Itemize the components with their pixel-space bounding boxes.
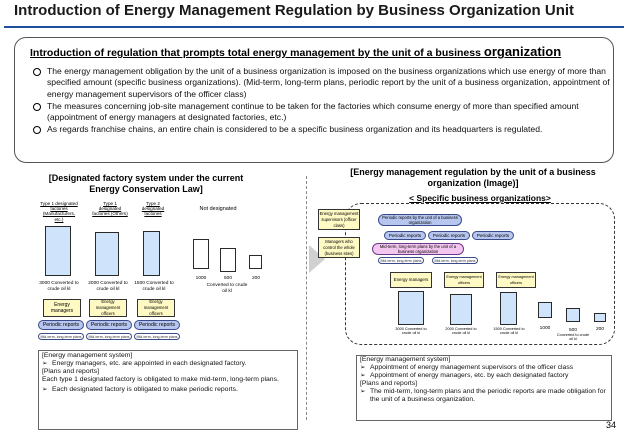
right-system-item: ➢ Appointment of energy management supervisors of the officer class: [360, 364, 608, 372]
intro-bullet: The measures concerning job-site management continue to be taken for the factories which consume energy of more than specified amount (appointment of energy managers at designated factories, etc.): [32, 101, 610, 124]
value-1000: 1000: [195, 276, 207, 281]
right-title: [Energy management regulation by the unit of a business organization (Image)]: [350, 167, 596, 188]
intro-heading-last: organization: [483, 44, 562, 59]
manager-box-officers: Energy management officers: [496, 272, 536, 288]
midterm-unit-pill: Mid-term, long-term plans by the unit of a business organization: [372, 243, 464, 255]
bar-500: [566, 308, 580, 322]
periodic-reports-pill: Periodic reports: [428, 231, 470, 240]
bar-1500: [500, 292, 517, 325]
value-2000: 2000 Converted to crude oil kl: [88, 281, 128, 292]
bar-3000: [45, 226, 71, 276]
bar-200: [594, 313, 606, 322]
value-1500: 1500 Converted to crude oil kl: [493, 327, 525, 336]
left-system-item: ➢ Energy managers, etc. are appointed in each designated factory.: [42, 360, 294, 368]
bar-2000: [95, 232, 119, 276]
periodic-reports-unit-pill: Periodic reports by the unit of a business organization: [378, 214, 462, 226]
manager-box-officers: Energy management officers: [444, 272, 484, 288]
controllers-box: Managers who control the whole (business sites): [318, 237, 360, 258]
page-number: 34: [606, 420, 617, 430]
left-plans-text: Each type 1 designated factory is obligated to make mid-term, long-term plans.: [42, 376, 279, 383]
manager-box-officers: Energy management officers: [89, 299, 127, 317]
plans-pill: Mid-term, long-term plans: [86, 333, 132, 340]
periodic-reports-pill: Periodic reports: [472, 231, 514, 240]
value-2000: 2000 Converted to crude oil kl: [445, 327, 477, 336]
small-unit: Converted to crude oil kl: [556, 333, 590, 342]
periodic-reports-pill: Periodic reports: [38, 320, 84, 330]
intro-heading: [30, 44, 561, 59]
right-plans-heading: [Plans and reports]: [360, 380, 418, 387]
bar-200: [249, 255, 262, 269]
section-divider: [306, 176, 307, 420]
plans-pill: Mid-term, long-term plans: [134, 333, 180, 340]
title-rule: [4, 26, 624, 28]
right-plans-item: ➢ The mid-term, long-term plans and the periodic reports are made obligation for the unit of a business organization.: [360, 388, 608, 404]
intro-heading-main: Introduction of regulation that prompts total energy management by the unit of a business: [30, 47, 481, 59]
bar-1000: [538, 302, 552, 318]
factory-label-type1-others: Type 1 designated factories (Others): [92, 201, 128, 217]
periodic-reports-pill: Periodic reports: [86, 320, 132, 330]
bar-1500: [143, 231, 160, 276]
manager-box-officers: Energy management officers: [137, 299, 175, 317]
value-3000: 3000 Converted to crude oil kl: [395, 327, 427, 336]
bar-1000: [193, 239, 209, 269]
bar-3000: [398, 291, 424, 325]
page-title: Introduction of Energy Management Regulation by Business Organization Unit: [14, 2, 575, 19]
left-title: [Designated factory system under the current Energy Conservation Law]: [48, 173, 244, 194]
supervisor-box: Energy management supervisors (officer class): [318, 209, 360, 230]
manager-box-energy: Energy managers: [390, 272, 432, 288]
value-1500: 1500 Converted to crude oil kl: [134, 281, 174, 292]
not-designated-unit: Converted to crude oil kl: [206, 283, 248, 294]
intro-bullet: As regards franchise chains, an entire chain is considered to be a specific business organization and its headquarters is regulated.: [32, 124, 610, 135]
value-1000: 1000: [539, 326, 551, 331]
plans-pill: Mid-term, long-term plans: [432, 257, 478, 264]
factory-label-type2: Type 2 designated factories: [141, 201, 165, 217]
value-500: 500: [568, 328, 577, 333]
factory-label-type1-manufacturers: Type 1 designated factories (Manufacturers, etc.): [40, 201, 78, 222]
plans-pill: Mid-term, long-term plans: [378, 257, 424, 264]
intro-bullet: The energy management obligation by the unit of a business organization is imposed on the business organizations which use energy of more than specified amount (specific business organizations). (Mid-term, long-term plans, periodic report by the unit of a business organization, appointment of energy management supervisors of the officer class): [32, 66, 610, 100]
value-3000: 3000 Converted to crude oil kl: [39, 281, 79, 292]
periodic-reports-pill: Periodic reports: [384, 231, 426, 240]
right-system-item: ➢ Appointment of energy managers, etc. by each designated factory: [360, 372, 608, 380]
right-system-heading: [Energy management system]: [360, 356, 451, 363]
left-plans-heading: [Plans and reports]: [42, 368, 100, 375]
value-200: 200: [251, 276, 260, 281]
right-system-text: [360, 356, 608, 404]
value-500: 500: [223, 276, 232, 281]
intro-bullets: [32, 66, 610, 137]
plans-pill: Mid-term, long-term plans: [38, 333, 84, 340]
not-designated-label: Not designated: [199, 206, 237, 212]
left-plans-item: ➢ Each designated factory is obligated to make periodic reports.: [42, 386, 294, 394]
right-subtitle: < Specific business organizations>: [409, 193, 551, 203]
manager-box-energy: Energy managers: [43, 299, 81, 317]
periodic-reports-pill: Periodic reports: [134, 320, 180, 330]
value-200: 200: [595, 327, 604, 332]
left-system-text: [42, 352, 294, 394]
bar-2000: [450, 294, 472, 325]
bar-500: [220, 248, 236, 272]
left-system-heading: [Energy management system]: [42, 352, 133, 359]
